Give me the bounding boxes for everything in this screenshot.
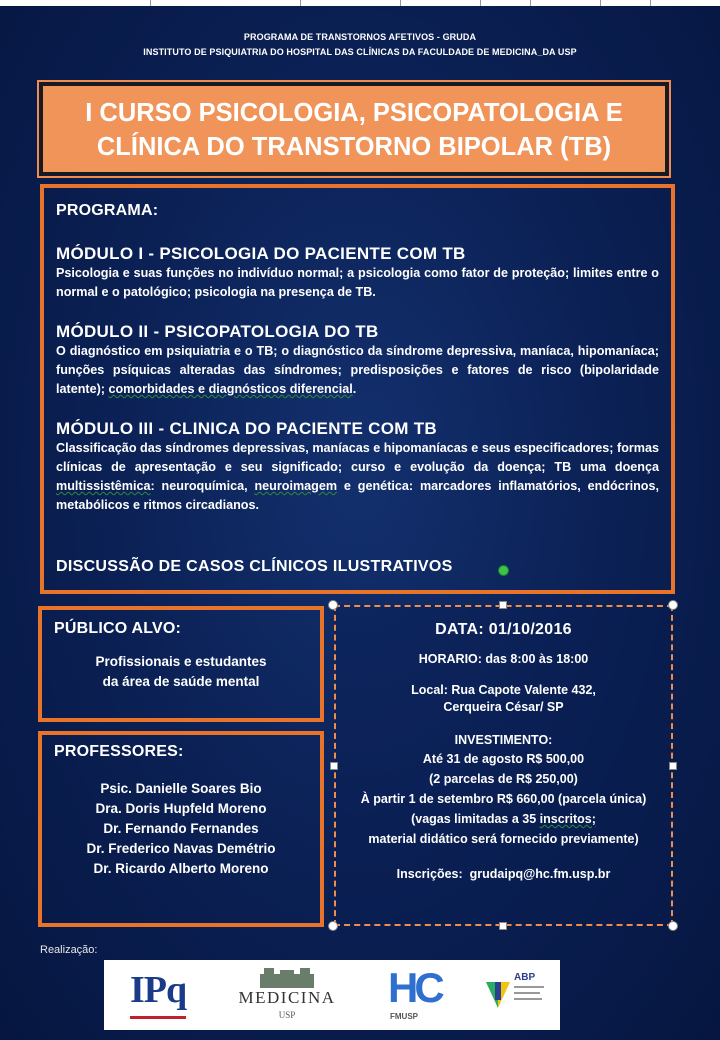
abp-emblem-icon (486, 982, 510, 1008)
module-3-text-c: : neuroquímica, (150, 479, 255, 493)
professor-name: Psic. Danielle Soares Bio (100, 781, 262, 796)
resize-handle-left[interactable] (330, 762, 338, 770)
audience-section (38, 606, 324, 722)
registration (336, 867, 671, 881)
realizacao-label: Realização: (40, 944, 98, 956)
ipq-logo-text: IPq (130, 969, 187, 1011)
resize-handle-bottom[interactable] (499, 922, 507, 930)
medicina-usp-logo (232, 960, 342, 1030)
investment-material: material didático será fornecido previamente) (368, 832, 639, 846)
module-1-title: MÓDULO I - PSICOLOGIA DO PACIENTE COM TB (56, 244, 466, 263)
resize-handle-top-right[interactable] (668, 600, 678, 610)
fmusp-text: FMUSP (390, 1012, 418, 1021)
resize-handle-bottom-right[interactable] (668, 921, 678, 931)
module-3-text-e: e genética: marcadores inflamatórios, endócrinos, metabólicos e ritmos circadianos. (56, 479, 660, 512)
professor-name: Dr. Fernando Fernandes (103, 821, 259, 836)
professor-name: Dr. Ricardo Alberto Moreno (93, 861, 269, 876)
hc-fmusp-logo (386, 960, 456, 1030)
top-ruler-strip (0, 0, 720, 6)
sponsor-logos (104, 960, 560, 1030)
vacancies-underlined: inscritos; (539, 812, 596, 826)
hc-text: HC (388, 964, 441, 1011)
investment-installments: (2 parcelas de R$ 250,00) (429, 772, 578, 786)
investment-late: À partir 1 de setembro R$ 660,00 (parcela única) (360, 792, 647, 806)
module-2-text (56, 342, 659, 399)
medicina-text: MEDICINA (238, 988, 336, 1007)
resize-handle-right[interactable] (669, 762, 677, 770)
module-2-text-end: . (352, 382, 357, 396)
event-location-line1: Local: Rua Capote Valente 432, (411, 683, 596, 697)
course-title-line2: CLÍNICA DO TRANSTORNO BIPOLAR (TB) (96, 133, 612, 161)
module-2-title: MÓDULO II - PSICOPATOLOGIA DO TB (56, 322, 379, 341)
investment-label: INVESTIMENTO: (454, 733, 553, 747)
vacancies-text: (vagas limitadas a 35 (411, 812, 540, 826)
resize-handle-bottom-left[interactable] (328, 921, 338, 931)
registration-email: grudaipq@hc.fm.usp.br (469, 867, 611, 881)
investment-vacancies (336, 809, 671, 829)
course-title-line1: I CURSO PSICOLOGIA, PSICOPATOLOGIA E (85, 99, 623, 127)
module-1-text: Psicologia e suas funções no indivíduo normal; a psicologia como fator de proteção; limites entre o normal e o patológico; psicologia na presença de TB. (56, 266, 659, 299)
module-3-text-underlined-1: multissistêmica (56, 479, 151, 493)
header-institute: INSTITUTO DE PSIQUIATRIA DO HOSPITAL DAS CLÍNICAS DA FACULDADE DE MEDICINA_DA USP (143, 47, 577, 57)
building-icon (232, 966, 342, 990)
ipq-logo (126, 960, 196, 1030)
rotate-handle[interactable] (498, 565, 509, 576)
resize-handle-top[interactable] (499, 601, 507, 609)
usp-text: USP (278, 1010, 296, 1020)
discussion-heading: DISCUSSÃO DE CASOS CLÍNICOS ILUSTRATIVOS (56, 558, 453, 575)
module-3-title: MÓDULO III - CLINICA DO PACIENTE COM TB (56, 419, 437, 438)
audience-line2: da área de saúde mental (102, 674, 260, 689)
header-program: PROGRAMA DE TRANSTORNOS AFETIVOS - GRUDA (243, 32, 477, 42)
professor-name: Dr. Frederico Navas Demétrio (86, 841, 276, 856)
module-2-text-a: O diagnóstico em psiquiatria e o TB; o diagnóstico da síndrome depressiva, maníaca, hipomaníaca; funções psíquicas alteradas das síndromes; predisposições e fatores de risco (bipolaridade latente); (56, 344, 659, 396)
module-3-text-a: Classificação das síndromes depressivas, maníacas e hipomaníacas e seus especificadores; formas clínicas de apresentação e seu significado; curso e evolução da doença; TB uma doença (56, 441, 659, 474)
course-title (40, 83, 668, 175)
event-date: DATA: 01/10/2016 (435, 621, 572, 638)
professor-name: Dra. Doris Hupfeld Moreno (95, 801, 267, 816)
audience-line1: Profissionais e estudantes (95, 654, 267, 669)
module-3-text-underlined-2: neuroimagem (254, 479, 338, 493)
abp-text: ABP (514, 972, 536, 983)
module-2-text-underlined: comorbidades e diagnósticos diferencial (108, 382, 353, 396)
event-hours: HORARIO: das 8:00 às 18:00 (418, 652, 589, 666)
program-heading: PROGRAMA: (56, 202, 159, 219)
event-location-line2: Cerqueira César/ SP (443, 700, 564, 714)
resize-handle-top-left[interactable] (328, 600, 338, 610)
module-3-text (56, 439, 659, 515)
audience-heading: PÚBLICO ALVO: (54, 620, 182, 637)
abp-logo (484, 960, 548, 1030)
professors-section (38, 731, 324, 927)
investment-early: Até 31 de agosto R$ 500,00 (422, 752, 585, 766)
program-section (40, 184, 675, 594)
registration-label: Inscrições: (396, 867, 463, 881)
professors-heading: PROFESSORES: (54, 743, 184, 760)
event-info-textbox[interactable] (334, 605, 673, 926)
